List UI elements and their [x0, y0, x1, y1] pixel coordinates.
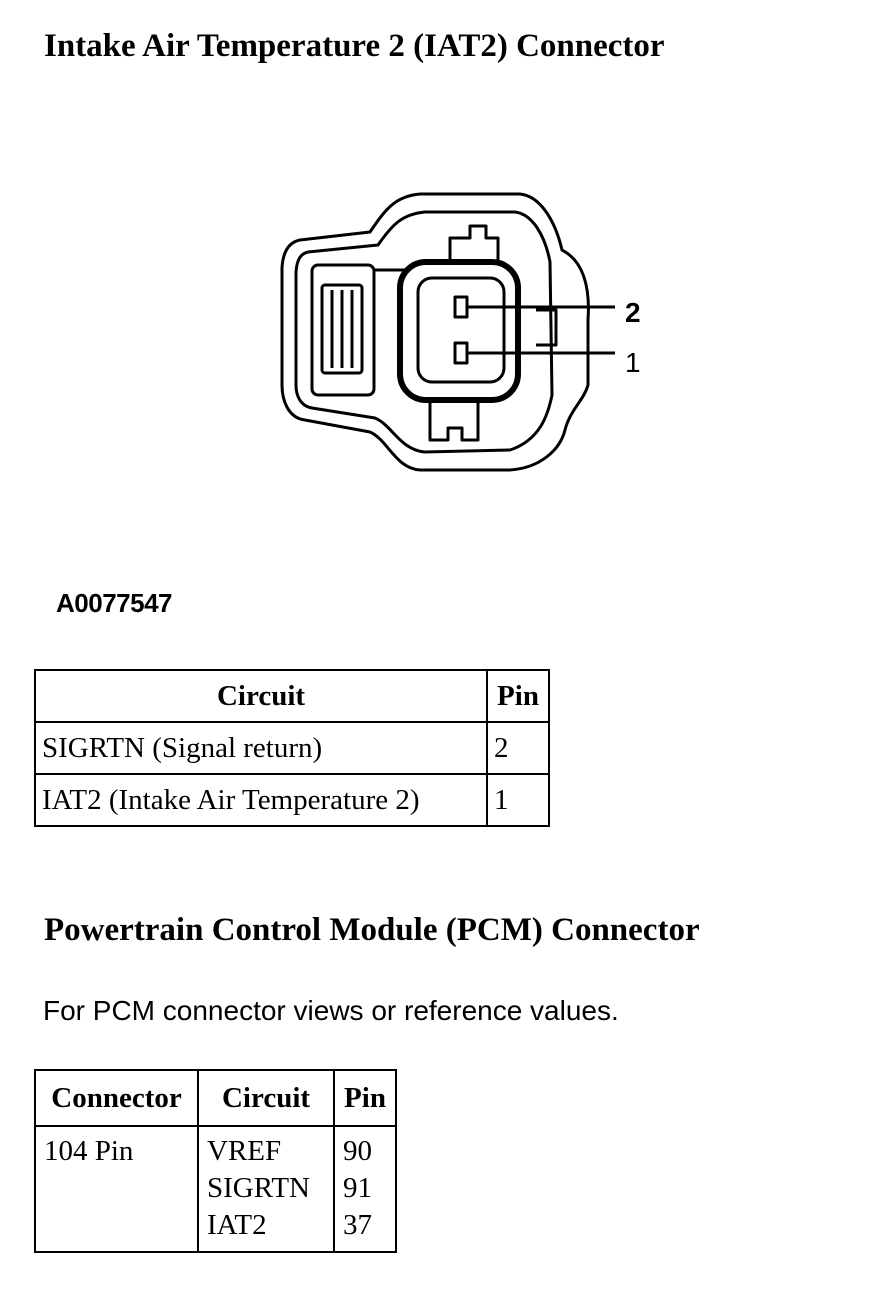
- table-row: [35, 774, 549, 826]
- cell-circuit: SIGRTN (Signal return): [35, 722, 487, 774]
- top-key: [450, 226, 498, 262]
- pcm-reference-note: For PCM connector views or reference values.: [43, 995, 619, 1026]
- callout-label-pin-2: 2: [625, 297, 641, 328]
- header-pin: Pin: [334, 1070, 396, 1126]
- cell-circuit: IAT2 (Intake Air Temperature 2): [35, 774, 487, 826]
- iat2-pinout-table: [34, 669, 550, 827]
- bottom-key: [430, 400, 478, 440]
- circuit-value: VREF: [207, 1135, 282, 1167]
- figure-id: A0077547: [56, 588, 172, 618]
- header-pin: Pin: [487, 670, 549, 722]
- cell-pin: 2: [487, 722, 549, 774]
- terminal-pin-2: [455, 297, 467, 317]
- terminal-pin-1: [455, 343, 467, 363]
- pcm-pinout-table: [34, 1069, 397, 1253]
- section-title-iat2: Intake Air Temperature 2 (IAT2) Connector: [44, 28, 665, 64]
- mating-cavity-inner: [418, 278, 504, 382]
- cell-circuits: [198, 1126, 334, 1252]
- table-header-row: [35, 670, 549, 722]
- header-circuit: Circuit: [198, 1070, 334, 1126]
- section-title-pcm: Powertrain Control Module (PCM) Connector: [44, 912, 700, 948]
- table-row: [35, 722, 549, 774]
- cell-pins: [334, 1126, 396, 1252]
- iat2-connector-diagram: [270, 180, 670, 490]
- circuit-value: SIGRTN: [207, 1172, 310, 1204]
- circuit-value: IAT2: [207, 1209, 267, 1241]
- header-circuit: Circuit: [35, 670, 487, 722]
- pin-value: 37: [343, 1209, 372, 1241]
- cell-connector: 104 Pin: [35, 1126, 198, 1252]
- callout-label-pin-1: 1: [625, 347, 641, 378]
- header-connector: Connector: [35, 1070, 198, 1126]
- pin-value: 91: [343, 1172, 372, 1204]
- connector-inner-outline: [296, 212, 552, 452]
- right-tab: [536, 310, 556, 345]
- pin-value: 90: [343, 1135, 372, 1167]
- table-row: [35, 1126, 396, 1252]
- table-header-row: [35, 1070, 396, 1126]
- cell-pin: 1: [487, 774, 549, 826]
